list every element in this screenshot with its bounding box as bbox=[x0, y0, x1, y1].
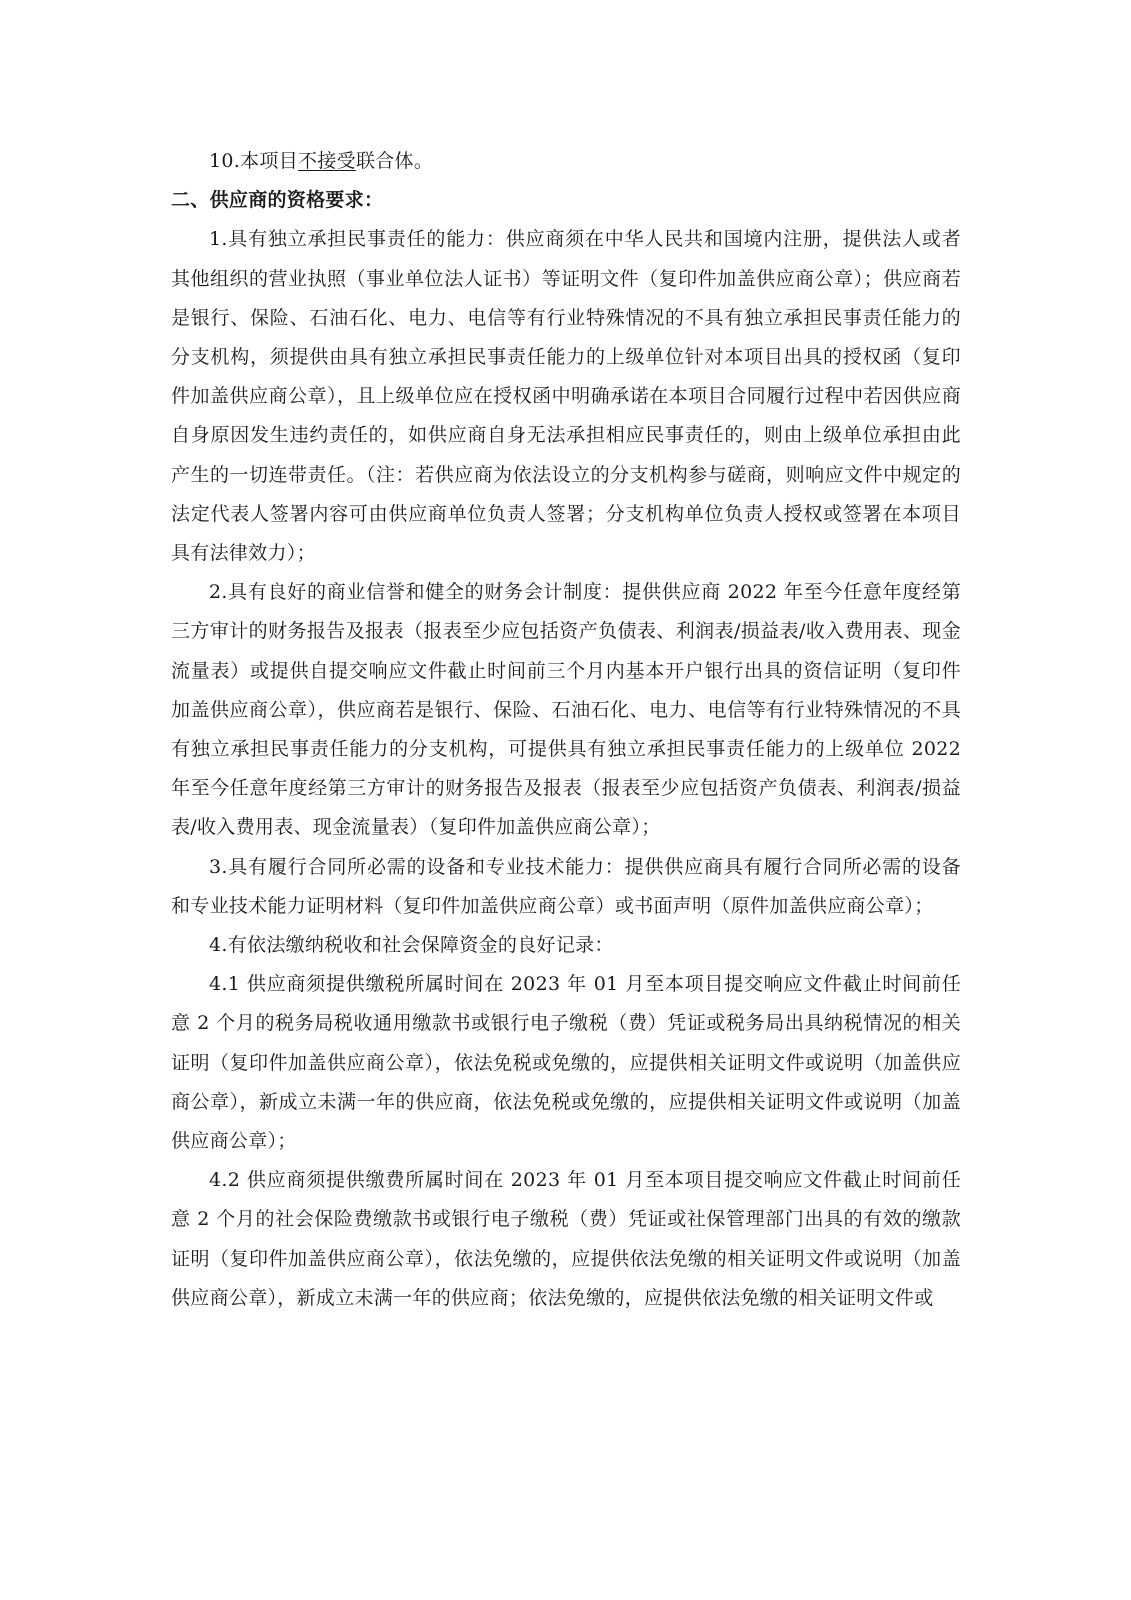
item-10 bbox=[171, 142, 961, 181]
paragraph-1: 1.具有独立承担民事责任的能力：供应商须在中华人民共和国境内注册，提供法人或者其他组织的营业执照（事业单位法人证书）等证明文件（复印件加盖供应商公章）；供应商若是银行、保险、石油石化、电力、电信等有行业特殊情况的不具有独立承担民事责任能力的分支机构，须提供由具有独立承担民事责任能力的上级单位针对本项目出具的授权函（复印件加盖供应商公章），且上级单位应在授权函中明确承诺在本项目合同履行过程中若因供应商自身原因发生违约责任的，如供应商自身无法承担相应民事责任的，则由上级单位承担由此产生的一切连带责任。（注：若供应商为依法设立的分支机构参与磋商，则响应文件中规定的法定代表人签署内容可由供应商单位负责人签署；分支机构单位负责人授权或签署在本项目具有法律效力）； bbox=[171, 228, 961, 565]
paragraph-4: 4.有依法缴纳税收和社会保障资金的良好记录： bbox=[209, 934, 614, 957]
section-heading: 二、供应商的资格要求： bbox=[171, 189, 384, 212]
item-10-prefix: 10.本项目 bbox=[209, 150, 299, 172]
document-page bbox=[171, 142, 961, 1318]
paragraph-3: 3.具有履行合同所必需的设备和专业技术能力：提供供应商具有履行合同所必需的设备和专业技术能力证明材料（复印件加盖供应商公章）或书面声明（原件加盖供应商公章）； bbox=[171, 855, 961, 917]
paragraph-4-1: 4.1 供应商须提供缴税所属时间在 2023 年 01 月至本项目提交响应文件截止时间前任意 2 个月的税务局税收通用缴款书或银行电子缴税（费）凭证或税务局出具纳税情况的相关证明（复印件加盖供应商公章），依法免税或免缴的，应提供相关证明文件或说明（加盖供应商公章），新成立未满一年的供应商，依法免税或免缴的，应提供相关证明文件或说明（加盖供应商公章）； bbox=[171, 973, 961, 1153]
paragraph-2: 2.具有良好的商业信誉和健全的财务会计制度：提供供应商 2022 年至今任意年度经第三方审计的财务报告及报表（报表至少应包括资产负债表、利润表/损益表/收入费用表、现金流量表）或提供自提交响应文件截止时间前三个月内基本开户银行出具的资信证明（复印件加盖供应商公章），供应商若是银行、保险、石油石化、电力、电信等有行业特殊情况的不具有独立承担民事责任能力的分支机构，可提供具有独立承担民事责任能力的上级单位 2022 年至今任意年度经第三方审计的财务报告及报表（报表至少应包括资产负债表、利润表/损益表/收入费用表、现金流量表）（复印件加盖供应商公章）； bbox=[171, 581, 961, 839]
paragraph-4-2: 4.2 供应商须提供缴费所属时间在 2023 年 01 月至本项目提交响应文件截止时间前任意 2 个月的社会保险费缴款书或银行电子缴税（费）凭证或社保管理部门出具的有效的缴款证明（复印件加盖供应商公章），依法免缴的，应提供依法免缴的相关证明文件或说明（加盖供应商公章），新成立未满一年的供应商；依法免缴的，应提供依法免缴的相关证明文件或 bbox=[171, 1169, 961, 1309]
item-10-suffix: 联合体。 bbox=[355, 150, 434, 172]
item-10-underlined: 不接受 bbox=[298, 150, 356, 172]
